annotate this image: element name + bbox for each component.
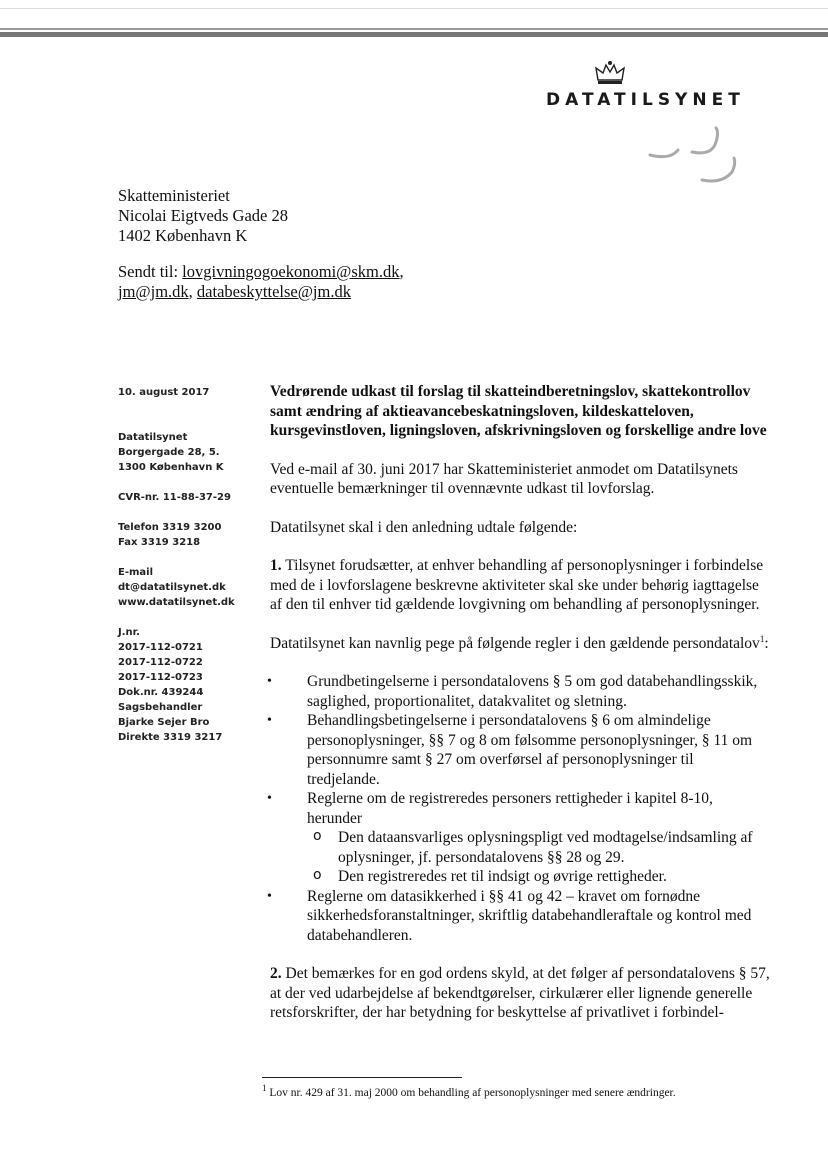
paragraph-1-text: Tilsynet forudsætter, at enhver behandling af personoplysninger i forbindelse med de i lovforslagene beskrevne aktiviteter skal ske under behørig iagttagelse af den til enhver tid gældende lovgivning om behandling af personoplysninger.	[270, 557, 764, 613]
sender-address-line2: 1300 København K	[118, 462, 224, 473]
recipient-street: Nicolai Eigtveds Gade 28	[118, 206, 288, 225]
case-handler-name: Bjarke Sejer Bro	[118, 717, 210, 728]
footnote-text: Lov nr. 429 af 31. maj 2000 om behandling af personoplysninger med senere ændringer.	[266, 1087, 676, 1099]
intro-paragraph: Ved e-mail af 30. juni 2017 har Skatteministeriet anmodet om Datatilsynets eventuelle bemærkninger til ovennævnte udkast til lovforslag.	[270, 460, 738, 497]
sender-org: Datatilsynet	[118, 432, 188, 443]
sent-to-separator: ,	[188, 282, 193, 301]
direct-phone: Direkte 3319 3217	[118, 732, 223, 743]
list-item: • Reglerne om de registreredes personers rettigheder i kapitel 8-10, herunder	[270, 789, 770, 828]
sent-to-separator: ,	[399, 262, 404, 281]
rules-intro	[270, 634, 770, 654]
sent-to	[118, 262, 404, 302]
letter-subject: Vedrørende udkast til forslag til skatteindberetningslov, skattekontrollov samt ændring af aktieavancebeskatningsloven, kildeskatteloven, kursgevinstloven, ligningsloven, afskrivningsloven og forskellige andre love	[270, 383, 767, 439]
sender-sidebar	[118, 385, 258, 745]
letter-body	[270, 382, 770, 1023]
header-rule	[0, 28, 828, 37]
rules-intro-text: Datatilsynet kan navnlig pege på følgende regler i den gældende persondatalov	[270, 634, 760, 652]
letter-date: 10. august 2017	[118, 387, 210, 398]
email-link-jm[interactable]: jm@jm.dk	[118, 282, 189, 301]
rules-intro-colon: :	[764, 634, 769, 652]
footnote-number: 1	[262, 1083, 267, 1094]
sub-list-item: o Den registreredes ret til indsigt og øvrige rettigheder.	[270, 867, 770, 887]
sent-to-label: Sendt til:	[118, 262, 179, 281]
sender-web: www.datatilsynet.dk	[118, 597, 235, 608]
jnr-value: 2017-112-0723	[118, 672, 203, 683]
sub-list-item: o Den dataansvarliges oplysningspligt ved modtagelse/indsamling af oplysninger, jf. persondatalovens §§ 28 og 29.	[270, 828, 770, 867]
recipient-city: 1402 København K	[118, 226, 248, 245]
case-handler-label: Sagsbehandler	[118, 702, 203, 713]
sender-email: dt@datatilsynet.dk	[118, 582, 226, 593]
footnote-ref[interactable]: 1	[759, 633, 765, 644]
sender-cvr: CVR-nr. 11-88-37-29	[118, 492, 231, 503]
paragraph-2-number: 2.	[270, 965, 282, 982]
paragraph-1-number: 1.	[270, 557, 282, 574]
crown-icon	[595, 60, 625, 86]
handwritten-mark	[640, 120, 750, 200]
list-item: • Behandlingsbetingelserne i persondatalovens § 6 om almindelige personoplysninger, §§ 7 og 8 om følsomme personoplysninger, § 11 om personnumre samt § 27 om overførsel af personoplysninger til tredjelande.	[270, 711, 770, 789]
logo-wordmark: DATATILSYNET	[546, 90, 745, 110]
footnote-divider	[262, 1077, 462, 1078]
jnr-label: J.nr.	[118, 627, 140, 638]
paragraph-2	[270, 964, 770, 1023]
jnr-value: 2017-112-0721	[118, 642, 203, 653]
list-item: • Grundbetingelserne i persondatalovens § 5 om god databehandlingsskik, saglighed, proportionalitet, datakvalitet og sletning.	[270, 672, 770, 711]
recipient-name: Skatteministeriet	[118, 186, 230, 205]
email-link-databeskyttelse[interactable]: databeskyttelse@jm.dk	[196, 282, 351, 301]
sender-phone: Telefon 3319 3200	[118, 522, 222, 533]
sender-fax: Fax 3319 3218	[118, 537, 201, 548]
email-link-skm[interactable]: lovgivningogoekonomi@skm.dk	[182, 262, 400, 281]
sender-email-label: E-mail	[118, 567, 154, 578]
jnr-value: 2017-112-0722	[118, 657, 203, 668]
document-number: Dok.nr. 439244	[118, 687, 204, 698]
recipient-address	[118, 186, 288, 246]
paragraph-1	[270, 556, 770, 615]
statement-paragraph: Datatilsynet skal i den anledning udtale følgende:	[270, 518, 578, 536]
scan-top-line	[0, 8, 828, 9]
sender-address-line1: Borgergade 28, 5.	[118, 447, 220, 458]
paragraph-2-text: Det bemærkes for en god ordens skyld, at det følger af persondatalovens § 57, at der ved udarbejdelse af bekendtgørelser, cirkulærer eller lignende generelle retsforskrifter, der har betydning for beskyttelse af privatlivet i forbindel-	[270, 965, 770, 1021]
footnote	[262, 1083, 782, 1101]
list-item: • Reglerne om datasikkerhed i §§ 41 og 42 – kravet om fornødne sikkerhedsforanstaltninger, skriftlig databehandleraftale og kontrol med databehandleren.	[270, 887, 770, 946]
